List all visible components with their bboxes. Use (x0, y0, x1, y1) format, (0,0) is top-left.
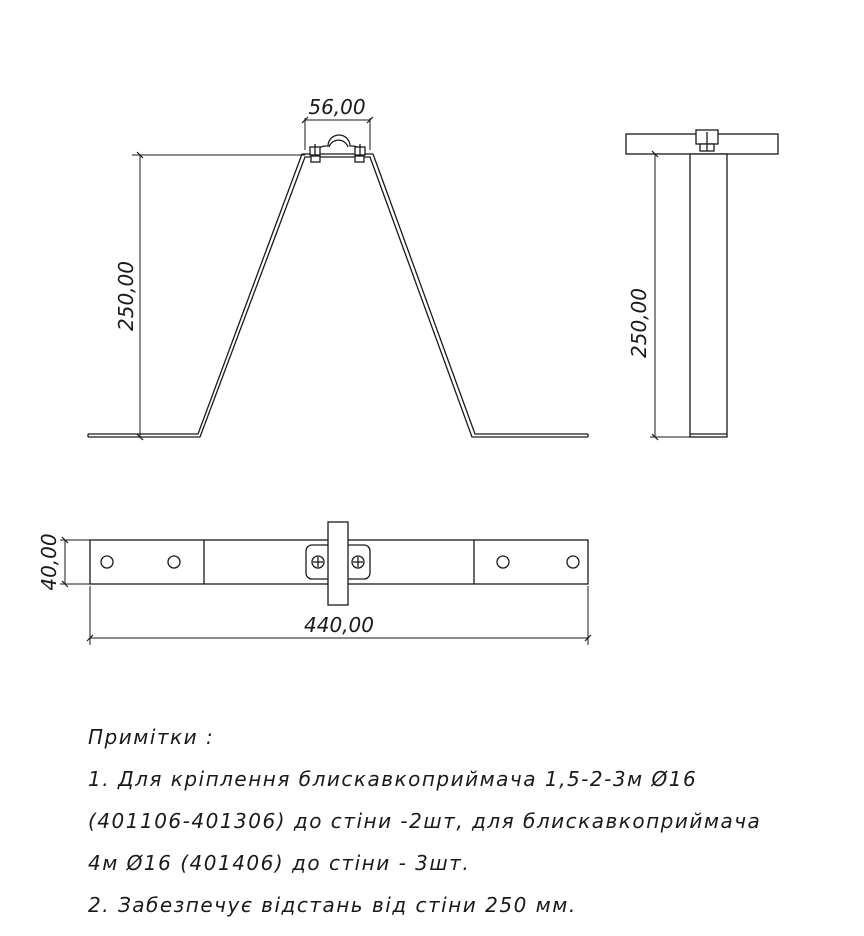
top-view (37, 522, 588, 645)
bracket-outer-profile (88, 157, 588, 437)
dimension-clamp-width-label: 56,00 (308, 95, 366, 119)
dimension-height-front (114, 155, 305, 437)
note-line-3: 4м Ø16 (401406) до стіни - 3шт. (88, 851, 471, 875)
note-line-4: 2. Забезпечує відстань від стіни 250 мм. (88, 893, 577, 917)
dimension-height-side-label: 250,00 (627, 288, 651, 358)
notes-title: Примітки : (88, 725, 215, 749)
dimension-clamp-width (305, 95, 370, 150)
rod-clamp-front (310, 135, 365, 162)
front-view (88, 95, 588, 437)
dimension-total-length-label: 440,00 (304, 613, 374, 637)
note-line-2: (401106-401306) до стіни -2шт, для блискавкоприймача (88, 809, 762, 833)
side-vertical-bar (690, 154, 727, 437)
side-view (626, 130, 778, 437)
rod-clamp-top (306, 522, 370, 605)
dimension-plate-width-label: 40,00 (37, 533, 61, 591)
dimension-height-front-label: 250,00 (114, 261, 138, 331)
dimension-height-side (627, 154, 690, 437)
note-line-1: 1. Для кріплення блискавкоприймача 1,5-2-3м Ø16 (88, 767, 698, 791)
bracket-inner-profile (88, 154, 588, 434)
notes-block (88, 716, 848, 926)
dimension-plate-width (37, 533, 90, 590)
